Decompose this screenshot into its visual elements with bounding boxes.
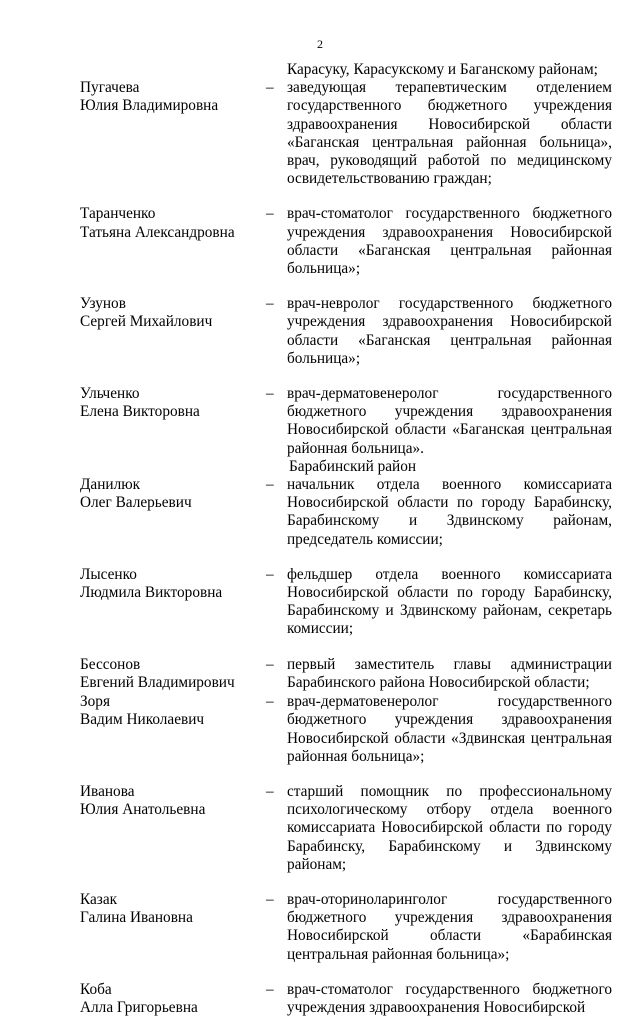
member-surname: Лысенко	[80, 565, 137, 583]
member-position: врач-оториноларинголог государственного бюджетного учреждения здравоохранения Новосибирской области «Барабинская центральная районная больница»;	[287, 890, 612, 963]
member-given-names: Олег Валерьевич	[80, 494, 192, 512]
member-surname: Бессонов	[80, 655, 141, 673]
member-entry	[80, 693, 612, 766]
page-number: 2	[317, 37, 323, 51]
member-name	[80, 295, 266, 368]
member-given-names: Юлия Анатольевна	[80, 801, 206, 819]
member-surname: Данилюк	[80, 476, 141, 494]
member-surname: Казак	[80, 890, 118, 908]
member-position: начальник отдела военного комиссариата Новосибирской области по городу Барабинску, Барабинскому и Здвинскому районам, председатель комиссии;	[287, 476, 612, 548]
member-position: врач-дерматовенеролог государственного бюджетного учреждения здравоохранения Новосибирской области «Здвинская центральная районная больница»;	[287, 693, 612, 765]
member-entry	[80, 295, 612, 368]
dash-separator: –	[266, 655, 274, 673]
member-entry	[80, 566, 612, 639]
spacer	[80, 188, 612, 205]
member-name	[80, 385, 266, 458]
member-position: фельдшер отдела военного комиссариата Новосибирской области по городу Барабинску, Барабинскому и Здвинскому районам, секретарь комиссии;	[287, 565, 612, 638]
member-name	[80, 476, 266, 549]
member-position: врач-невролог государственного бюджетного учреждения здравоохранения Новосибирской области «Баганская центральная районная больница»;	[287, 295, 612, 367]
member-surname: Ульченко	[80, 385, 140, 403]
spacer	[80, 639, 612, 656]
dash-separator: –	[266, 693, 274, 711]
dash-separator: –	[266, 205, 274, 223]
member-name	[80, 891, 266, 964]
dash-separator: –	[266, 890, 274, 908]
member-name	[80, 981, 266, 1017]
continuation-text: Карасуку, Карасукскому и Баганскому районам;	[287, 61, 598, 78]
member-position: заведующая терапевтическим отделением государственного бюджетного учреждения здравоохранения Новосибирской области «Баганская центральная районная больница», врач, руководящий работой по медицинскому освидетельствованию граждан;	[287, 79, 612, 188]
member-entry	[80, 79, 612, 188]
spacer	[80, 549, 612, 566]
member-given-names: Татьяна Александровна	[80, 223, 235, 241]
member-given-names: Алла Григорьевна	[80, 998, 198, 1016]
member-entry	[80, 656, 612, 692]
member-given-names: Сергей Михайлович	[80, 313, 213, 331]
spacer	[80, 964, 612, 981]
spacer	[80, 874, 612, 891]
member-surname: Узунов	[80, 295, 126, 313]
member-name	[80, 205, 266, 278]
member-given-names: Юлия Владимировна	[80, 97, 219, 115]
member-position: врач-стоматолог государственного бюджетного учреждения здравоохранения Новосибирской области «Баганская центральная районная больница»;	[287, 205, 612, 278]
member-position: врач-дерматовенеролог государственного бюджетного учреждения здравоохранения Новосибирской области «Баганская центральная районная больница».	[287, 385, 612, 457]
member-name	[80, 566, 266, 639]
member-surname: Иванова	[80, 782, 135, 800]
dash-separator: –	[266, 79, 274, 97]
member-entry	[80, 891, 612, 964]
member-given-names: Людмила Викторовна	[80, 584, 223, 602]
member-surname: Зоря	[80, 693, 110, 711]
document-body	[80, 61, 612, 1017]
member-name	[80, 656, 266, 692]
dash-separator: –	[266, 782, 274, 800]
member-name	[80, 693, 266, 766]
member-name	[80, 79, 266, 188]
dash-separator: –	[266, 476, 274, 494]
member-surname: Таранченко	[80, 205, 156, 223]
member-surname: Пугачева	[80, 79, 140, 97]
member-entry	[80, 205, 612, 278]
member-given-names: Галина Ивановна	[80, 909, 193, 927]
spacer	[80, 278, 612, 295]
spacer	[80, 766, 612, 783]
member-given-names: Вадим Николаевич	[80, 711, 205, 729]
dash-separator: –	[266, 385, 274, 403]
section-heading: Барабинский район	[289, 457, 417, 475]
member-given-names: Елена Викторовна	[80, 403, 200, 421]
dash-separator: –	[266, 565, 274, 583]
member-entry	[80, 783, 612, 874]
member-entry	[80, 981, 612, 1017]
member-name	[80, 783, 266, 874]
member-surname: Коба	[80, 980, 112, 998]
member-given-names: Евгений Владимирович	[80, 673, 235, 691]
member-entry	[80, 385, 612, 458]
dash-separator: –	[266, 295, 274, 313]
dash-separator: –	[266, 980, 274, 998]
member-position: первый заместитель главы администрации Барабинского района Новосибирской области;	[287, 655, 612, 691]
spacer	[80, 368, 612, 385]
member-entry	[80, 476, 612, 549]
member-position: врач-стоматолог государственного бюджетного учреждения здравоохранения Новосибирской	[287, 980, 612, 1016]
member-position: старший помощник по профессиональному психологическому отбору отдела военного комиссариата Новосибирской области по городу Барабинску, Барабинскому и Здвинскому районам;	[287, 782, 612, 873]
